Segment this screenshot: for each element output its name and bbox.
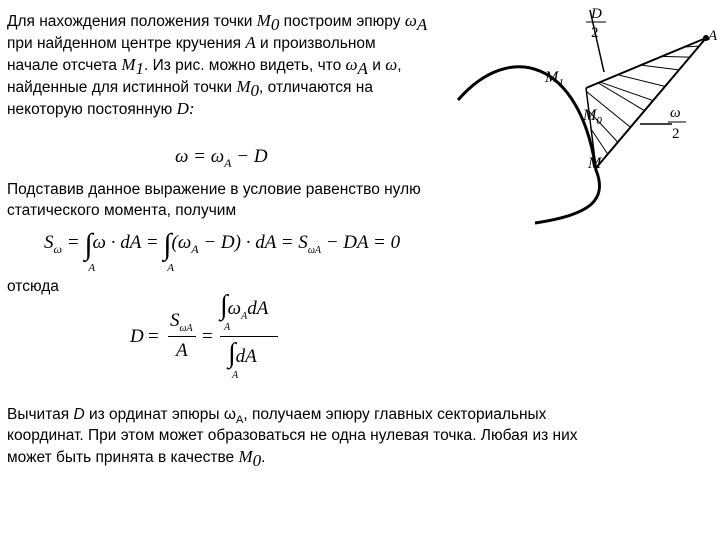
integral-sign: ∫ A — [163, 228, 175, 274]
var-m: M — [236, 77, 251, 96]
formula-rhs: − D — [231, 146, 268, 167]
sub: 0 — [252, 451, 262, 471]
label-m: M — [588, 155, 602, 172]
text: . — [261, 449, 266, 466]
integral-sign: ∫ A — [220, 290, 231, 333]
label-d-den: 2 — [591, 25, 599, 41]
da: dA — [247, 298, 269, 319]
formula-sub: A — [224, 155, 232, 170]
term-2: (ω — [171, 232, 192, 253]
sub: ω — [53, 241, 62, 256]
frac1-den: A — [176, 340, 188, 361]
integral-lower: A — [167, 262, 175, 274]
text: Для нахождения положения точки — [7, 13, 257, 30]
omega: ω — [227, 298, 242, 319]
text: из ординат эпюры ω — [84, 406, 236, 423]
integral-lower: A — [88, 262, 96, 274]
text: , получаем эпюру главных секториальных — [243, 406, 547, 423]
rule-line-top — [586, 38, 706, 88]
text: при найденном центре кручения — [7, 35, 246, 52]
text: может быть принята в качестве — [7, 449, 239, 466]
text: построим эпюру — [279, 13, 405, 30]
d: D — [130, 326, 144, 347]
label-d-num: D — [591, 6, 602, 22]
var-a: A — [245, 33, 256, 52]
sub: ωA — [179, 322, 193, 334]
var-d: D: — [176, 99, 195, 118]
sub: 1 — [135, 59, 144, 79]
sub: A — [416, 15, 428, 35]
var-d: D — [73, 406, 85, 423]
term-1: ω · dA = — [92, 232, 164, 253]
var-m: M — [121, 55, 136, 74]
text: . Из рис. можно видеть, что — [144, 57, 346, 74]
text: некоторую постоянную — [7, 101, 177, 118]
word-hence: отсюда — [7, 278, 59, 295]
sub: A — [357, 59, 368, 79]
label-a: A — [708, 28, 718, 44]
integral-lower: A — [232, 370, 239, 381]
term-2: − DA = 0 — [320, 232, 401, 253]
var-m: M — [238, 447, 253, 466]
sub: 0 — [250, 81, 260, 101]
text: , — [397, 57, 402, 74]
integral-lower: A — [224, 322, 231, 333]
section-arc — [458, 67, 600, 223]
text: и — [367, 57, 386, 74]
sub: A — [241, 310, 248, 322]
integral-sign: ∫ A — [84, 228, 96, 274]
sub: A — [191, 241, 199, 256]
s: S — [44, 232, 54, 253]
label-m1: $M_1$ — [545, 69, 564, 89]
label-omega-num: ω — [670, 105, 681, 121]
label-m0: $M_0$ — [583, 107, 602, 127]
substitution-line-1: Подставив данное выражение в условие равенство нулю — [7, 181, 421, 198]
text: начале отсчета — [7, 57, 122, 74]
substitution-line-2: статического момента, получим — [7, 202, 237, 219]
sub: A — [235, 414, 244, 427]
var-omega: ω — [385, 55, 398, 74]
label-omega-den: 2 — [672, 126, 680, 142]
eq: = — [61, 232, 85, 253]
sub: 0 — [270, 15, 280, 35]
eq: = — [148, 326, 159, 347]
text: найденные для истинной точки — [7, 79, 237, 96]
term-2: − D) · dA = S — [198, 232, 308, 253]
s: S — [170, 310, 180, 331]
rule-line-diagonal — [596, 38, 706, 168]
da: dA — [235, 346, 257, 367]
var-omega: ω — [345, 55, 358, 74]
conclusion-line-2: координат. При этом может образоваться не одна нулевая точка. Любая из них — [7, 427, 578, 444]
text: и произвольном — [255, 35, 376, 52]
integral-sign: ∫ A — [228, 338, 239, 381]
text: , отличаются на — [259, 79, 373, 96]
var-omega: ω — [404, 11, 417, 30]
var-m: M — [256, 11, 271, 30]
text: Вычитая — [7, 406, 74, 423]
hatch-pattern — [560, 45, 720, 165]
sub: ωA — [307, 244, 321, 256]
formula-lhs: ω = ω — [175, 146, 225, 167]
eq: = — [202, 326, 213, 347]
